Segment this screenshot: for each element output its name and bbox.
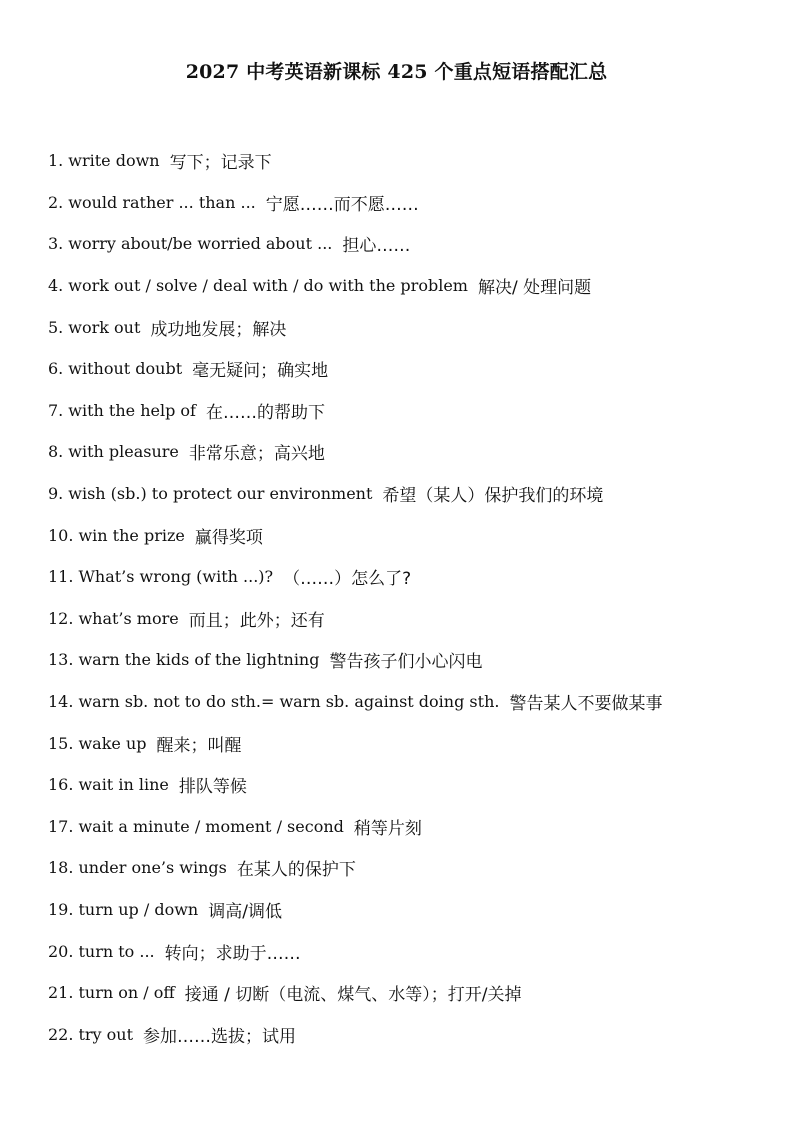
item-chinese: 而且；此外；还有: [188, 610, 325, 631]
item-english: what’s more: [78, 608, 179, 628]
item-number: 17.: [48, 816, 74, 836]
item-number: 20.: [48, 941, 74, 961]
item-english: worry about/be worried about ...: [68, 234, 333, 254]
item-english: warn sb. not to do sth.= warn sb. against doing sth.: [78, 692, 500, 712]
item-english: would rather ... than ...: [68, 192, 256, 212]
item-chinese: 赢得奖项: [194, 527, 263, 548]
item-chinese: 稍等片刻: [353, 818, 422, 839]
item-chinese: 在……的帮助下: [205, 402, 325, 423]
list-item: [48, 764, 768, 806]
item-english: turn up / down: [78, 899, 199, 919]
list-item: [48, 182, 768, 224]
item-number: 19.: [48, 899, 74, 919]
list-item: [48, 1013, 768, 1055]
list-item: [48, 639, 768, 681]
item-number: 18.: [48, 858, 74, 878]
item-english: work out / solve / deal with / do with the problem: [68, 276, 468, 296]
item-number: 10.: [48, 525, 74, 545]
list-item: [48, 390, 768, 432]
phrase-list: [48, 140, 768, 1055]
item-chinese: 转向；求助于……: [164, 943, 301, 964]
item-english: turn to ...: [78, 941, 155, 961]
list-item: [48, 598, 768, 640]
item-number: 14.: [48, 692, 74, 712]
item-number: 5.: [48, 317, 64, 337]
list-item: [48, 514, 768, 556]
list-item: [48, 431, 768, 473]
item-number: 4.: [48, 276, 64, 296]
item-chinese: 警告孩子们小心闪电: [329, 652, 483, 673]
item-english: wait a minute / moment / second: [78, 816, 344, 836]
item-english: win the prize: [78, 525, 185, 545]
list-item: [48, 930, 768, 972]
item-english: try out: [78, 1024, 134, 1044]
item-chinese: 成功地发展；解决: [150, 319, 287, 340]
item-number: 12.: [48, 608, 74, 628]
page-title: 2027 中考英语新课标 425 个重点短语搭配汇总: [185, 61, 608, 83]
item-number: 13.: [48, 650, 74, 670]
item-number: 16.: [48, 775, 74, 795]
list-item: [48, 306, 768, 348]
item-english: wish (sb.) to protect our environment: [68, 484, 373, 504]
item-chinese: 毫无疑问；确实地: [192, 361, 329, 382]
item-chinese: （……）怎么了?: [283, 569, 412, 590]
item-chinese: 参加……选拔；试用: [143, 1026, 297, 1047]
item-chinese: 希望（某人）保护我们的环境: [382, 486, 604, 507]
list-item: [48, 140, 768, 182]
item-chinese: 排队等候: [178, 777, 247, 798]
list-item: [48, 889, 768, 931]
item-english: with pleasure: [68, 442, 179, 462]
item-chinese: 非常乐意；高兴地: [188, 444, 325, 465]
item-english: turn on / off: [78, 983, 175, 1003]
list-item: [48, 556, 768, 598]
item-chinese: 在某人的保护下: [236, 860, 356, 881]
item-english: wait in line: [78, 775, 169, 795]
item-number: 8.: [48, 442, 64, 462]
list-item: [48, 806, 768, 848]
item-english: warn the kids of the lightning: [78, 650, 320, 670]
list-item: [48, 473, 768, 515]
item-chinese: 醒来；叫醒: [156, 735, 242, 756]
item-number: 7.: [48, 400, 64, 420]
item-english: What’s wrong (with ...)?: [78, 567, 274, 587]
item-english: under one’s wings: [78, 858, 227, 878]
item-english: with the help of: [68, 400, 196, 420]
list-item: [48, 348, 768, 390]
item-chinese: 接通 / 切断（电流、煤气、水等）；打开/关掉: [184, 985, 522, 1006]
list-item: [48, 722, 768, 764]
list-item: [48, 972, 768, 1014]
list-item: [48, 847, 768, 889]
item-english: write down: [68, 151, 160, 171]
item-chinese: 解决/ 处理问题: [477, 278, 592, 299]
item-number: 22.: [48, 1024, 74, 1044]
item-english: without doubt: [68, 359, 183, 379]
item-number: 11.: [48, 567, 74, 587]
item-chinese: 宁愿……而不愿……: [265, 194, 419, 215]
item-number: 2.: [48, 192, 64, 212]
item-english: wake up: [78, 733, 147, 753]
item-chinese: 调高/调低: [208, 901, 282, 922]
list-item: [48, 681, 768, 723]
item-english: work out: [68, 317, 141, 337]
item-number: 15.: [48, 733, 74, 753]
item-number: 21.: [48, 983, 74, 1003]
item-number: 3.: [48, 234, 64, 254]
item-chinese: 警告某人不要做某事: [509, 694, 663, 715]
list-item: [48, 265, 768, 307]
list-item: [48, 223, 768, 265]
item-number: 1.: [48, 151, 64, 171]
item-chinese: 担心……: [342, 236, 411, 257]
item-chinese: 写下；记录下: [169, 153, 272, 174]
item-number: 6.: [48, 359, 64, 379]
item-number: 9.: [48, 484, 64, 504]
